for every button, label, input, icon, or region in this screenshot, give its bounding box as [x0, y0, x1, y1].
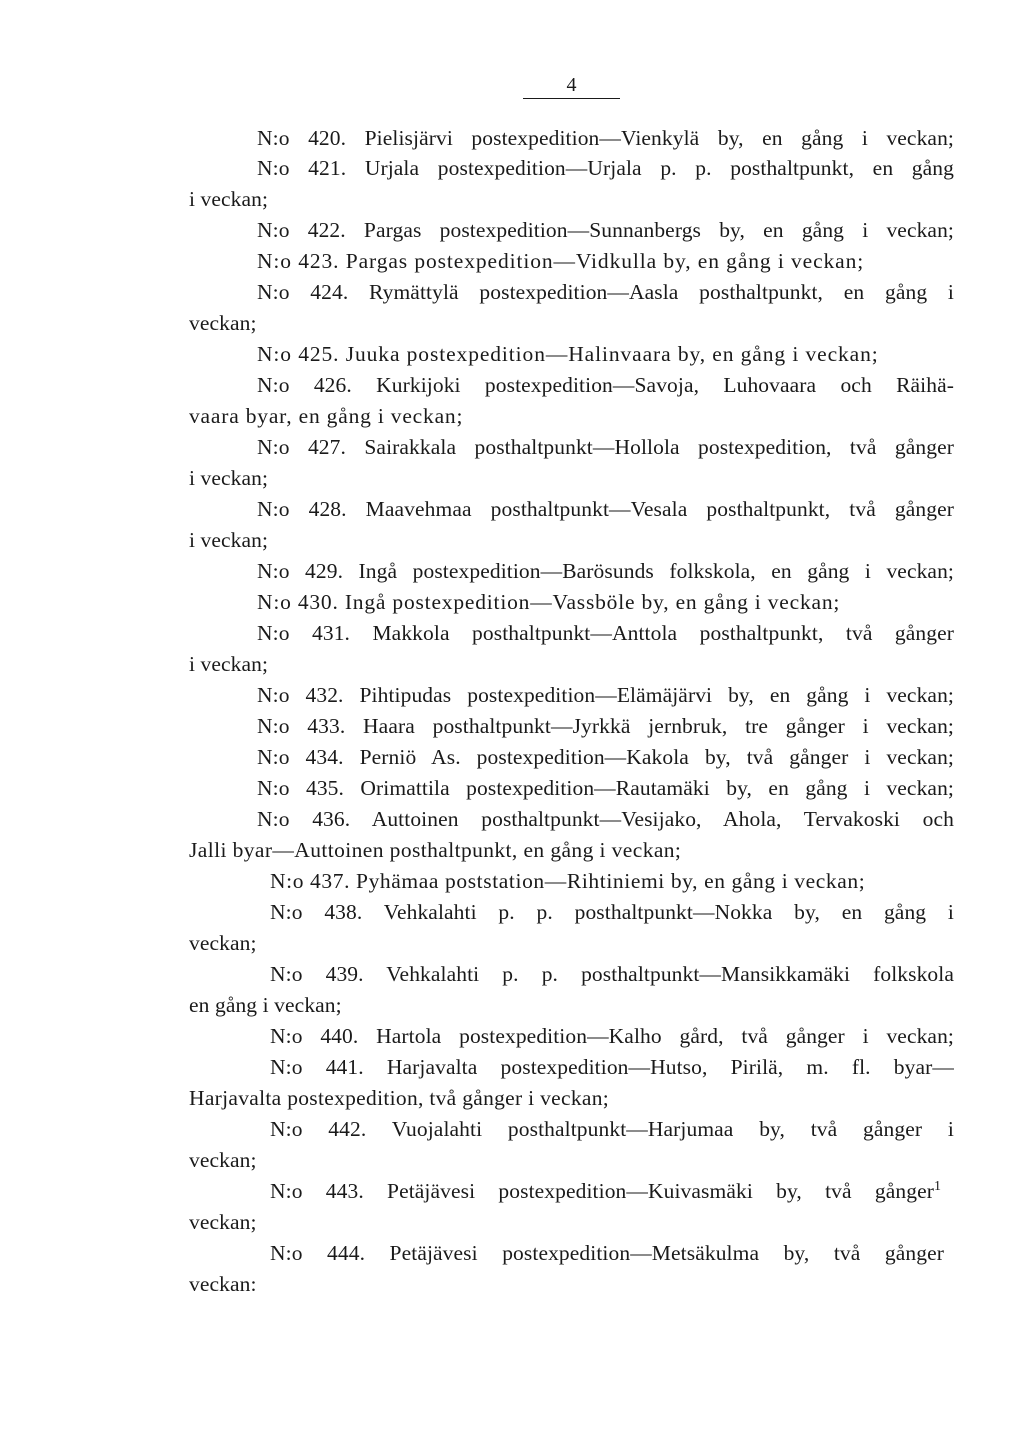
text-line: N:o 425. Juuka postexpedition—Halinvaara by, en gång i veckan;: [257, 342, 879, 366]
text-line: N:o 427. Sairakkala posthaltpunkt—Hollola postexpedition, två gånger: [257, 435, 954, 459]
text-line: N:o 428. Maavehmaa posthaltpunkt—Vesala posthaltpunkt, två gånger: [257, 497, 954, 521]
text-line: i veckan;: [189, 187, 269, 211]
text-line: N:o 444. Petäjävesi postexpedition—Metsäkulma by, två gånger: [270, 1241, 944, 1265]
text-line: N:o 441. Harjavalta postexpedition—Hutso, Pirilä, m. fl. byar—: [270, 1055, 954, 1079]
text-line: N:o 424. Rymättylä postexpedition—Aasla posthaltpunkt, en gång i: [257, 280, 954, 304]
text-line: N:o 423. Pargas postexpedition—Vidkulla by, en gång i veckan;: [257, 249, 865, 273]
text-line: Harjavalta postexpedition, två gånger i veckan;: [189, 1086, 610, 1110]
text-line: i veckan;: [189, 466, 269, 490]
text-line: veckan;: [189, 311, 257, 335]
text-line: veckan;: [189, 1210, 257, 1234]
text-line: N:o 431. Makkola posthaltpunkt—Anttola posthaltpunkt, två gånger: [257, 621, 954, 645]
text-line: veckan;: [189, 931, 257, 955]
text-line: N:o 422. Pargas postexpedition—Sunnanbergs by, en gång i veckan;: [257, 218, 954, 242]
text-line: N:o 429. Ingå postexpedition—Barösunds folkskola, en gång i veckan;: [257, 559, 954, 583]
text-line: N:o 442. Vuojalahti posthaltpunkt—Harjumaa by, två gånger i: [270, 1117, 954, 1141]
text-line: i veckan;: [189, 652, 269, 676]
text-line: N:o 421. Urjala postexpedition—Urjala p. p. posthaltpunkt, en gång: [257, 156, 954, 180]
text-line: Jalli byar—Auttoinen posthaltpunkt, en gång i veckan;: [189, 838, 682, 862]
text-line: en gång i veckan;: [189, 993, 342, 1017]
text-line: N:o 434. Perniö As. postexpedition—Kakola by, två gånger i veckan;: [257, 745, 954, 769]
text-line: N:o 426. Kurkijoki postexpedition—Savoja, Luhovaara och Räihä-: [257, 373, 954, 397]
text-line: veckan:: [189, 1272, 257, 1296]
footnote-marker: 1: [934, 1178, 942, 1194]
text-line: N:o 430. Ingå postexpedition—Vassböle by, en gång i veckan;: [257, 590, 841, 614]
text-line: N:o 439. Vehkalahti p. p. posthaltpunkt—Mansikkamäki folkskola: [270, 962, 954, 986]
text-line: i veckan;: [189, 528, 269, 552]
text-line: vaara byar, en gång i veckan;: [189, 404, 464, 428]
page-number: 4: [523, 72, 620, 99]
text-line: N:o 436. Auttoinen posthaltpunkt—Vesijako, Ahola, Tervakoski och: [257, 807, 954, 831]
text-line: N:o 437. Pyhämaa poststation—Rihtiniemi by, en gång i veckan;: [270, 869, 866, 893]
text-line: N:o 432. Pihtipudas postexpedition—Elämäjärvi by, en gång i veckan;: [257, 683, 954, 707]
text-line: N:o 435. Orimattila postexpedition—Rautamäki by, en gång i veckan;: [257, 776, 954, 800]
text-line: N:o 420. Pielisjärvi postexpedition—Vienkylä by, en gång i veckan;: [257, 126, 954, 150]
text-line: [270, 1177, 954, 1205]
text-line: veckan;: [189, 1148, 257, 1172]
text-line-body: N:o 443. Petäjävesi postexpedition—Kuivasmäki by, två gånger: [270, 1179, 934, 1203]
text-line: N:o 433. Haara posthaltpunkt—Jyrkkä jernbruk, tre gånger i veckan;: [257, 714, 954, 738]
text-line: N:o 440. Hartola postexpedition—Kalho gård, två gånger i veckan;: [270, 1024, 954, 1048]
text-line: N:o 438. Vehkalahti p. p. posthaltpunkt—Nokka by, en gång i: [270, 900, 954, 924]
